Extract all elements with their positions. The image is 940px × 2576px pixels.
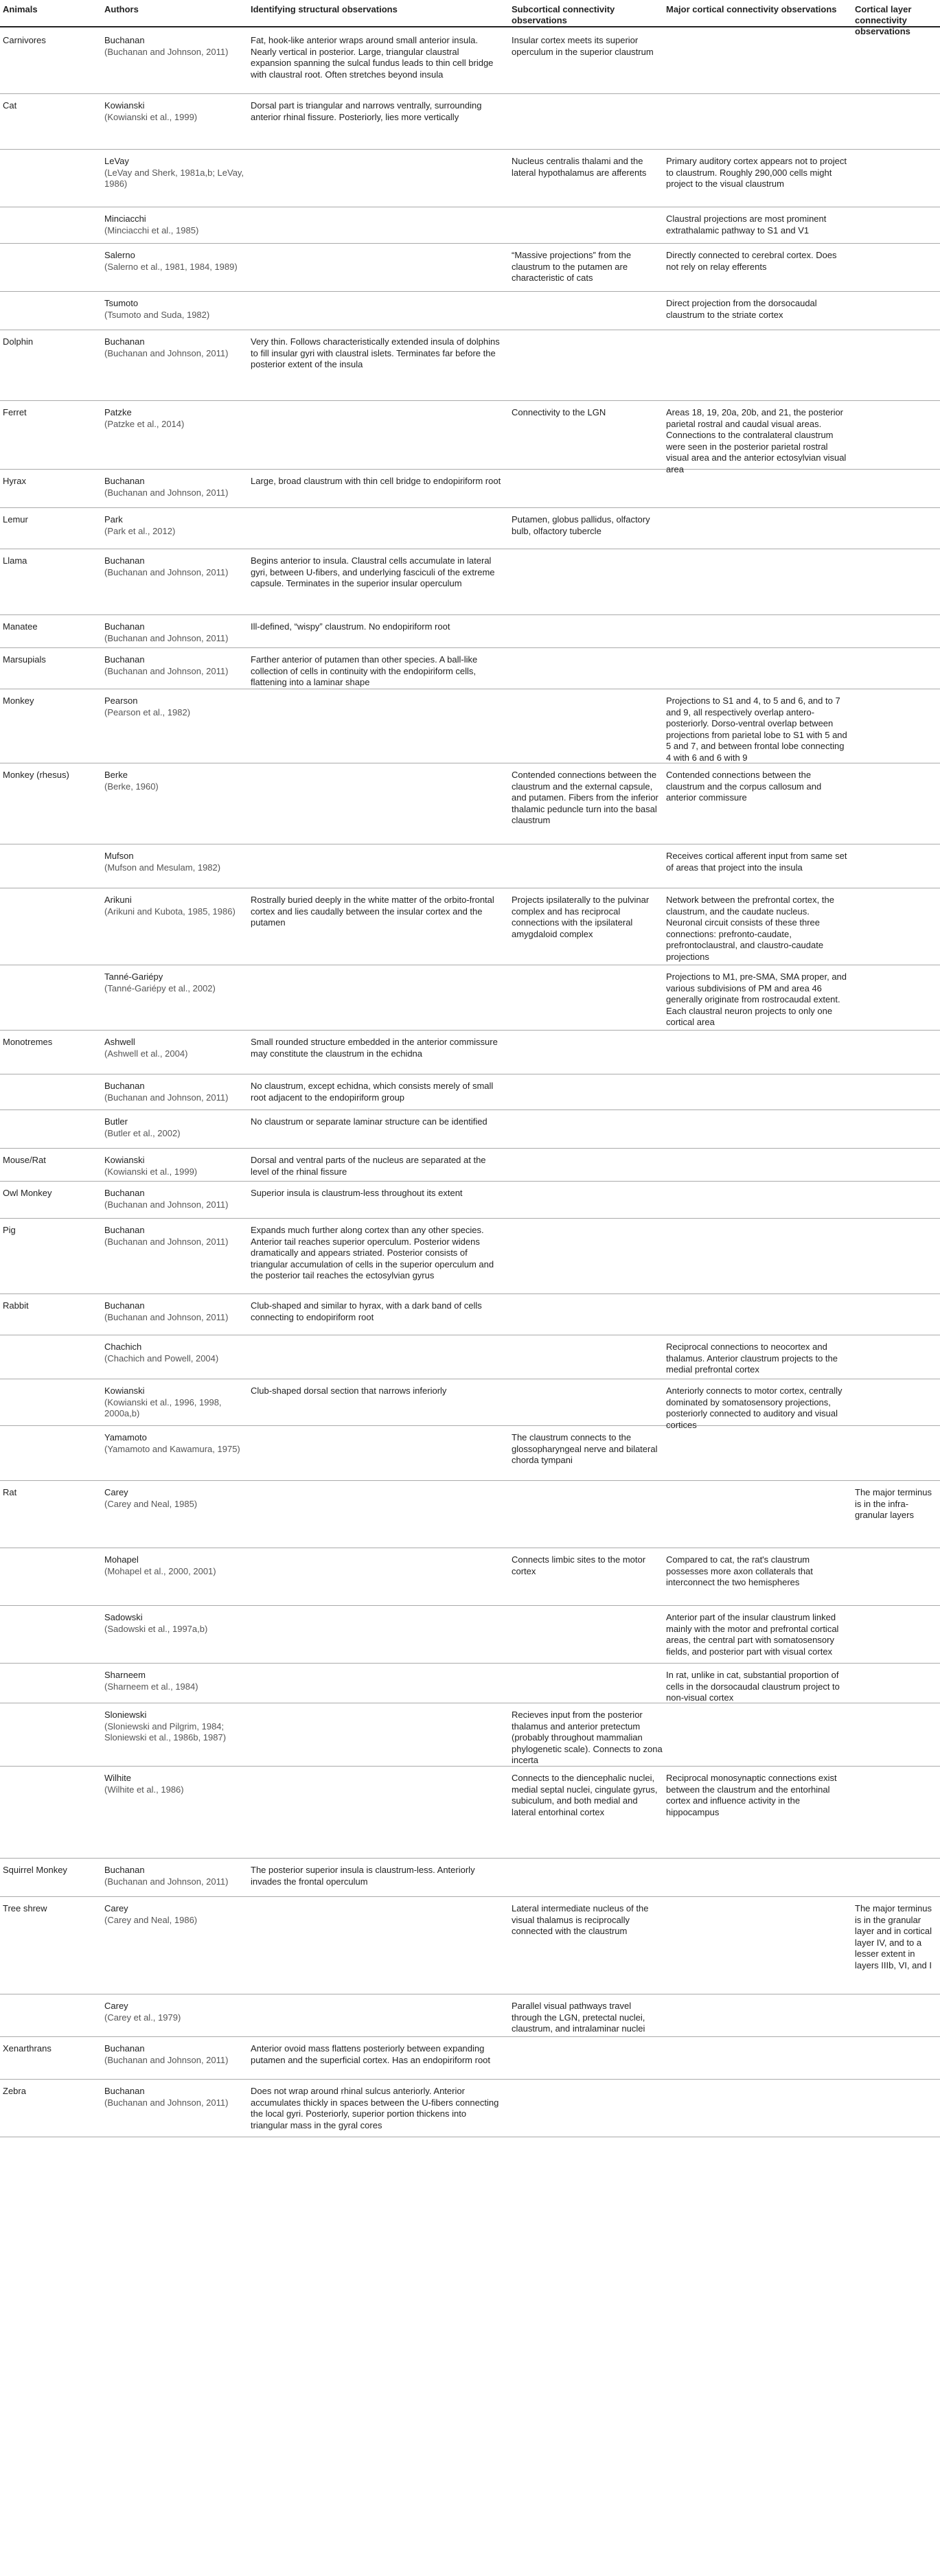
citation: (Carey and Neal, 1985) (104, 1498, 198, 1509)
table-row (0, 1181, 940, 1219)
author-cell (104, 2001, 245, 2023)
layer-cell: The major terminus is in the infra-granular layers (855, 1487, 932, 1520)
structural-cell: Large, broad claustrum with thin cell bridge to endopiriform root (251, 476, 501, 486)
animal-cell: Manatee (3, 621, 38, 632)
author-cell (104, 1116, 245, 1139)
author-name: Buchanan (104, 1081, 145, 1091)
animal-cell: Rabbit (3, 1300, 29, 1311)
header-animals: Animals (3, 4, 38, 14)
cortical-cell: Projections to S1 and 4, to 5 and 6, and to 7 and 9, all respectively overlap antero-posteriorly. Dorso-ventral overlap between projections from parietal lobe to S1 with 5 and 5 and 7, and between frontal lobe connecting 4 with 6 and 6 with 9 (666, 695, 847, 763)
citation: (Buchanan and Johnson, 2011) (104, 1199, 229, 1210)
structural-cell: Dorsal and ventral parts of the nucleus are separated at the level of the rhinal fissure (251, 1155, 486, 1177)
citation: (Buchanan and Johnson, 2011) (104, 1876, 229, 1887)
citation: (Buchanan and Johnson, 2011) (104, 566, 229, 577)
author-name: Ashwell (104, 1037, 135, 1047)
author-cell (104, 1903, 245, 1926)
author-cell (104, 2086, 245, 2108)
subcortical-cell: Parallel visual pathways travel through the LGN, pretectal nuclei, claustrum, and intralaminar nuclei (512, 2001, 645, 2034)
subcortical-cell: “Massive projections” from the claustrum to the putamen are characteristic of cats (512, 250, 632, 283)
author-name: Mohapel (104, 1554, 139, 1565)
author-name: Sadowski (104, 1612, 143, 1622)
table-row (0, 243, 940, 292)
citation: (Butler et al., 2002) (104, 1127, 181, 1138)
animal-cell: Ferret (3, 407, 27, 417)
citation: (Arikuni and Kubota, 1985, 1986) (104, 906, 236, 917)
author-cell (104, 770, 245, 792)
citation: (Sloniewski and Pilgrim, 1984; Sloniewski et al., 1986b, 1987) (104, 1721, 227, 1743)
table-row (0, 291, 940, 330)
animal-cell: Carnivores (3, 35, 46, 45)
table-row (0, 1293, 940, 1335)
author-cell (104, 1432, 245, 1455)
author-cell (104, 1037, 245, 1059)
table-header (0, 0, 940, 36)
author-cell (104, 654, 245, 677)
structural-cell: Club-shaped and similar to hyrax, with a dark band of cells connecting to endopiriform root (251, 1300, 482, 1322)
animal-cell: Llama (3, 555, 27, 566)
author-name: Buchanan (104, 35, 145, 45)
cortical-cell: Reciprocal connections to neocortex and thalamus. Anterior claustrum projects to the medial prefrontal cortex (666, 1342, 838, 1375)
table-row (0, 614, 940, 648)
cortical-cell: Directly connected to cerebral cortex. Does not rely on relay efferents (666, 250, 837, 272)
citation: (Carey et al., 1979) (104, 2012, 181, 2023)
animal-cell: Tree shrew (3, 1903, 47, 1913)
author-cell (104, 1155, 245, 1177)
citation: (Chachich and Powell, 2004) (104, 1353, 219, 1364)
subcortical-cell: Connects to the diencephalic nuclei, medial septal nuclei, cingulate gyrus, subiculum, and both medial and lateral entorhinal cortex (512, 1773, 658, 1817)
structural-cell: No claustrum or separate laminar structure can be identified (251, 1116, 488, 1127)
cortical-cell: Anteriorly connects to motor cortex, centrally dominated by somatosensory projections, posteriorly connected to auditory and visual cortices (666, 1385, 842, 1430)
layer-cell: The major terminus is in the granular layer and in cortical layer IV, and to a lesser extent in layers IIIb, VI, and I (855, 1903, 932, 1970)
table-row (0, 1994, 940, 2037)
header-layer: Cortical layer connectivity observations (855, 4, 912, 36)
author-cell (104, 1865, 245, 1887)
author-name: Buchanan (104, 2086, 145, 2096)
table-row (0, 1703, 940, 1767)
author-name: Sharneem (104, 1670, 146, 1680)
subcortical-cell: Projects ipsilaterally to the pulvinar complex and has reciprocal connections with the ipsilateral amygdaloid complex (512, 895, 650, 939)
citation: (Patzke et al., 2014) (104, 418, 185, 429)
cortical-cell: Compared to cat, the rat's claustrum possesses more axon collaterals that interconnect the two hemispheres (666, 1554, 813, 1587)
citation: (Tsumoto and Suda, 1982) (104, 309, 210, 320)
author-name: Park (104, 514, 123, 525)
table-row (0, 149, 940, 207)
animal-cell: Zebra (3, 2086, 26, 2096)
subcortical-cell: The claustrum connects to the glossopharyngeal nerve and bilateral chorda tympani (512, 1432, 658, 1465)
header-cortical: Major cortical connectivity observations (666, 4, 837, 14)
citation: (Sadowski et al., 1997a,b) (104, 1623, 208, 1634)
author-cell (104, 1081, 245, 1103)
citation: (Buchanan and Johnson, 2011) (104, 2054, 229, 2065)
author-name: Buchanan (104, 555, 145, 566)
author-cell (104, 1487, 245, 1510)
table-row (0, 888, 940, 965)
cortical-cell: Claustral projections are most prominent extrathalamic pathway to S1 and V1 (666, 214, 827, 235)
animal-cell: Monkey (3, 695, 34, 706)
cortical-cell: Reciprocal monosynaptic connections exist between the claustrum and the entorhinal cortex and influence activity in the hippocampus (666, 1773, 837, 1817)
citation: (LeVay and Sherk, 1981a,b; LeVay, 1986) (104, 167, 244, 189)
table-row (0, 965, 940, 1031)
table-row (0, 1109, 940, 1149)
author-cell (104, 514, 245, 537)
table-row (0, 1480, 940, 1548)
structural-cell: Expands much further along cortex than any other species. Anterior tail reaches superior operculum. Posterior widens dramatically and appears striated. Posterior consists of triangular accumulation of cells in the superior operculum and the posterior tail reaches the ectosylvian gyrus (251, 1225, 494, 1280)
citation: (Buchanan and Johnson, 2011) (104, 46, 229, 57)
structural-cell: Club-shaped dorsal section that narrows inferiorly (251, 1385, 447, 1396)
author-cell (104, 1225, 245, 1247)
table-row (0, 689, 940, 763)
cortical-cell: Contended connections between the claustrum and the corpus callosum and anterior commissure (666, 770, 822, 803)
table-row (0, 28, 940, 94)
author-name: Salerno (104, 250, 135, 260)
animal-cell: Monkey (rhesus) (3, 770, 69, 780)
citation: (Buchanan and Johnson, 2011) (104, 632, 229, 643)
author-name: Kowianski (104, 1385, 145, 1396)
author-name: Wilhite (104, 1773, 132, 1783)
citation: (Salerno et al., 1981, 1984, 1989) (104, 261, 238, 272)
cortical-cell: Anterior part of the insular claustrum linked mainly with the motor and prefrontal cortical areas, the central part with somatosensory fields, and posterior part with visual cortex (666, 1612, 839, 1657)
citation: (Wilhite et al., 1986) (104, 1784, 184, 1795)
author-name: Carey (104, 2001, 128, 2011)
author-cell (104, 1342, 245, 1364)
author-cell (104, 895, 245, 917)
author-cell (104, 1554, 245, 1577)
subcortical-cell: Connects limbic sites to the motor cortex (512, 1554, 646, 1576)
animal-cell: Hyrax (3, 476, 26, 486)
table-row (0, 207, 940, 244)
subcortical-cell: Lateral intermediate nucleus of the visual thalamus is reciprocally connected with the claustrum (512, 1903, 649, 1936)
table-row (0, 2079, 940, 2137)
citation: (Berke, 1960) (104, 781, 159, 792)
table-row (0, 1425, 940, 1481)
structural-cell: Does not wrap around rhinal sulcus anteriorly. Anterior accumulates thickly in spaces between the U-fibers connecting the local gyri. Posteriorly, superior portion thickens into triangular mass in the gyral cores (251, 2086, 499, 2130)
author-cell (104, 1385, 245, 1420)
author-cell (104, 35, 245, 58)
table-row (0, 1896, 940, 1994)
cortical-cell: Primary auditory cortex appears not to project to claustrum. Roughly 290,000 cells might project to the visual claustrum (666, 156, 847, 189)
table-row (0, 507, 940, 549)
structural-cell: Farther anterior of putamen than other species. A ball-like collection of cells in continuity with the endopiriform cells, flattening into a laminar shape (251, 654, 478, 687)
author-cell (104, 2043, 245, 2066)
author-cell (104, 971, 245, 994)
animal-cell: Mouse/Rat (3, 1155, 46, 1165)
table-row (0, 647, 940, 689)
citation: (Kowianski et al., 1996, 1998, 2000a,b) (104, 1396, 222, 1418)
author-cell (104, 1188, 245, 1210)
author-name: Buchanan (104, 1225, 145, 1235)
author-name: Patzke (104, 407, 132, 417)
subcortical-cell: Putamen, globus pallidus, olfactory bulb, olfactory tubercle (512, 514, 650, 536)
table-row (0, 469, 940, 508)
table-row (0, 330, 940, 401)
author-name: Tanné-Gariépy (104, 971, 163, 982)
author-name: Buchanan (104, 476, 145, 486)
author-name: Kowianski (104, 100, 145, 111)
table-row (0, 1605, 940, 1664)
author-name: Buchanan (104, 2043, 145, 2054)
table-row (0, 549, 940, 615)
author-name: Buchanan (104, 336, 145, 347)
citation: (Yamamoto and Kawamura, 1975) (104, 1443, 240, 1454)
author-cell (104, 695, 245, 718)
author-name: Buchanan (104, 1865, 145, 1875)
author-name: Buchanan (104, 654, 145, 665)
author-cell (104, 1300, 245, 1323)
animal-cell: Lemur (3, 514, 28, 525)
author-name: Buchanan (104, 1188, 145, 1198)
header-structural: Identifying structural observations (251, 4, 398, 14)
table-row (0, 93, 940, 150)
table-row (0, 1074, 940, 1110)
animal-cell: Marsupials (3, 654, 46, 665)
author-name: Tsumoto (104, 298, 139, 308)
cortical-cell: Network between the prefrontal cortex, the claustrum, and the caudate nucleus. Neuronal circuit consists of these three connections: prefronto-caudate, prefrontoclaustral, and claustro-caudate projections (666, 895, 834, 962)
author-name: Buchanan (104, 1300, 145, 1311)
cortical-cell: Receives cortical afferent input from same set of areas that project into the insula (666, 851, 847, 873)
citation: (Buchanan and Johnson, 2011) (104, 347, 229, 358)
animal-cell: Dolphin (3, 336, 34, 347)
header-authors: Authors (104, 4, 139, 14)
citation: (Tanné-Gariépy et al., 2002) (104, 982, 216, 993)
table-row (0, 763, 940, 844)
author-name: LeVay (104, 156, 129, 166)
author-name: Minciacchi (104, 214, 146, 224)
table-row (0, 844, 940, 888)
table-row (0, 1663, 940, 1703)
animal-cell: Monotremes (3, 1037, 53, 1047)
citation: (Park et al., 2012) (104, 525, 176, 536)
citation: (Buchanan and Johnson, 2011) (104, 1236, 229, 1247)
structural-cell: Superior insula is claustrum-less throughout its extent (251, 1188, 463, 1198)
subcortical-cell: Nucleus centralis thalami and the lateral hypothalamus are afferents (512, 156, 647, 178)
table-row (0, 2036, 940, 2080)
author-name: Chachich (104, 1342, 142, 1352)
citation: (Buchanan and Johnson, 2011) (104, 2097, 229, 2108)
citation: (Kowianski et al., 1999) (104, 1166, 198, 1177)
author-cell (104, 1670, 245, 1692)
citation: (Buchanan and Johnson, 2011) (104, 1311, 229, 1322)
author-name: Carey (104, 1487, 128, 1497)
table-row (0, 1030, 940, 1074)
structural-cell: Begins anterior to insula. Claustral cells accumulate in lateral gyri, between U-fibers, and underlying fasciculi of the extreme capsule. Terminates in the superior insular operculum (251, 555, 495, 588)
author-cell (104, 336, 245, 359)
author-name: Buchanan (104, 621, 145, 632)
author-name: Mufson (104, 851, 134, 861)
author-name: Butler (104, 1116, 128, 1127)
table-row (0, 1379, 940, 1430)
structural-cell: No claustrum, except echidna, which consists merely of small root adjacent to the endopiriform group (251, 1081, 494, 1103)
animal-cell: Pig (3, 1225, 16, 1235)
subcortical-cell: Contended connections between the claustrum and the external capsule, and putamen. Fibers from the inferior thalamic peduncle turn into the basal claustrum (512, 770, 658, 825)
author-cell (104, 851, 245, 873)
table-row (0, 1335, 940, 1379)
citation: (Mufson and Mesulam, 1982) (104, 862, 221, 873)
author-cell (104, 298, 245, 321)
table-row (0, 1148, 940, 1182)
animal-cell: Xenarthrans (3, 2043, 51, 2054)
author-name: Pearson (104, 695, 138, 706)
header-subcortical: Subcortical connectivity observations (512, 4, 615, 25)
table-row (0, 1218, 940, 1294)
author-cell (104, 407, 245, 430)
structural-cell: Small rounded structure embedded in the anterior commissure may constitute the claustrum in the echidna (251, 1037, 498, 1059)
structural-cell: Dorsal part is triangular and narrows ventrally, surrounding anterior rhinal fissure. Posteriorly, lies more vertically (251, 100, 482, 122)
structural-cell: Ill-defined, “wispy” claustrum. No endopiriform root (251, 621, 450, 632)
structural-cell: Very thin. Follows characteristically extended insula of dolphins to fill insular gyri with claustral islets. Terminates far before the posterior extent of the insula (251, 336, 500, 369)
author-cell (104, 100, 245, 123)
citation: (Carey and Neal, 1986) (104, 1914, 198, 1925)
subcortical-cell: Recieves input from the posterior thalamus and anterior pretectum (probably throughout mammalian phylogenetic scale). Connects to zona incerta (512, 1710, 663, 1765)
structural-cell: Anterior ovoid mass flattens posteriorly between expanding putamen and the superficial cortex. Has an endopiriform root (251, 2043, 491, 2065)
author-cell (104, 1773, 245, 1795)
table-row (0, 1766, 940, 1859)
cortical-cell: Direct projection from the dorsocaudal claustrum to the striate cortex (666, 298, 817, 320)
cortical-cell: In rat, unlike in cat, substantial proportion of cells in the dorsocaudal claustrum project to non-visual cortex (666, 1670, 840, 1703)
citation: (Minciacchi et al., 1985) (104, 225, 199, 235)
author-cell (104, 621, 245, 644)
cortical-cell: Projections to M1, pre-SMA, SMA proper, and various subdivisions of PM and area 46 generally originate from rostrocaudal extent. Each claustral neuron projects to only one cortical area (666, 971, 847, 1027)
citation: (Pearson et al., 1982) (104, 706, 191, 717)
animal-cell: Owl Monkey (3, 1188, 52, 1198)
table-row (0, 400, 940, 474)
author-cell (104, 1612, 245, 1635)
animal-cell: Squirrel Monkey (3, 1865, 67, 1875)
subcortical-cell: Insular cortex meets its superior operculum in the superior claustrum (512, 35, 654, 57)
citation: (Buchanan and Johnson, 2011) (104, 665, 229, 676)
author-name: Arikuni (104, 895, 132, 905)
author-cell (104, 476, 245, 498)
author-name: Sloniewski (104, 1710, 147, 1720)
author-name: Carey (104, 1903, 128, 1913)
citation: (Buchanan and Johnson, 2011) (104, 487, 229, 498)
structural-cell: Fat, hook-like anterior wraps around small anterior insula. Nearly vertical in posterior. Large, triangular claustral expansion spanning the sulcal fundus leads to thin cell bridge with claustral root. Often stretches beyond insula (251, 35, 494, 80)
table-row (0, 1858, 940, 1897)
animal-cell: Rat (3, 1487, 17, 1497)
cortical-cell: Areas 18, 19, 20a, 20b, and 21, the posterior parietal rostral and caudal visual areas. Connections to the contralateral claustrum were seen in the posterior parietal rostral visual area and the anterior ectosylvian visual area (666, 407, 847, 474)
author-name: Kowianski (104, 1155, 145, 1165)
author-cell (104, 156, 245, 190)
author-cell (104, 250, 245, 273)
subcortical-cell: Connectivity to the LGN (512, 407, 606, 417)
author-cell (104, 1710, 245, 1744)
citation: (Mohapel et al., 2000, 2001) (104, 1565, 216, 1576)
citation: (Ashwell et al., 2004) (104, 1048, 188, 1059)
author-cell (104, 214, 245, 236)
author-name: Yamamoto (104, 1432, 147, 1442)
structural-cell: The posterior superior insula is claustrum-less. Anteriorly invades the frontal operculum (251, 1865, 475, 1887)
author-name: Berke (104, 770, 128, 780)
structural-cell: Rostrally buried deeply in the white matter of the orbito-frontal cortex and lies caudally between the insular cortex and the putamen (251, 895, 494, 928)
author-cell (104, 555, 245, 578)
citation: (Buchanan and Johnson, 2011) (104, 1092, 229, 1103)
table-row (0, 1548, 940, 1606)
citation: (Kowianski et al., 1999) (104, 111, 198, 122)
animal-cell: Cat (3, 100, 17, 111)
citation: (Sharneem et al., 1984) (104, 1681, 198, 1692)
